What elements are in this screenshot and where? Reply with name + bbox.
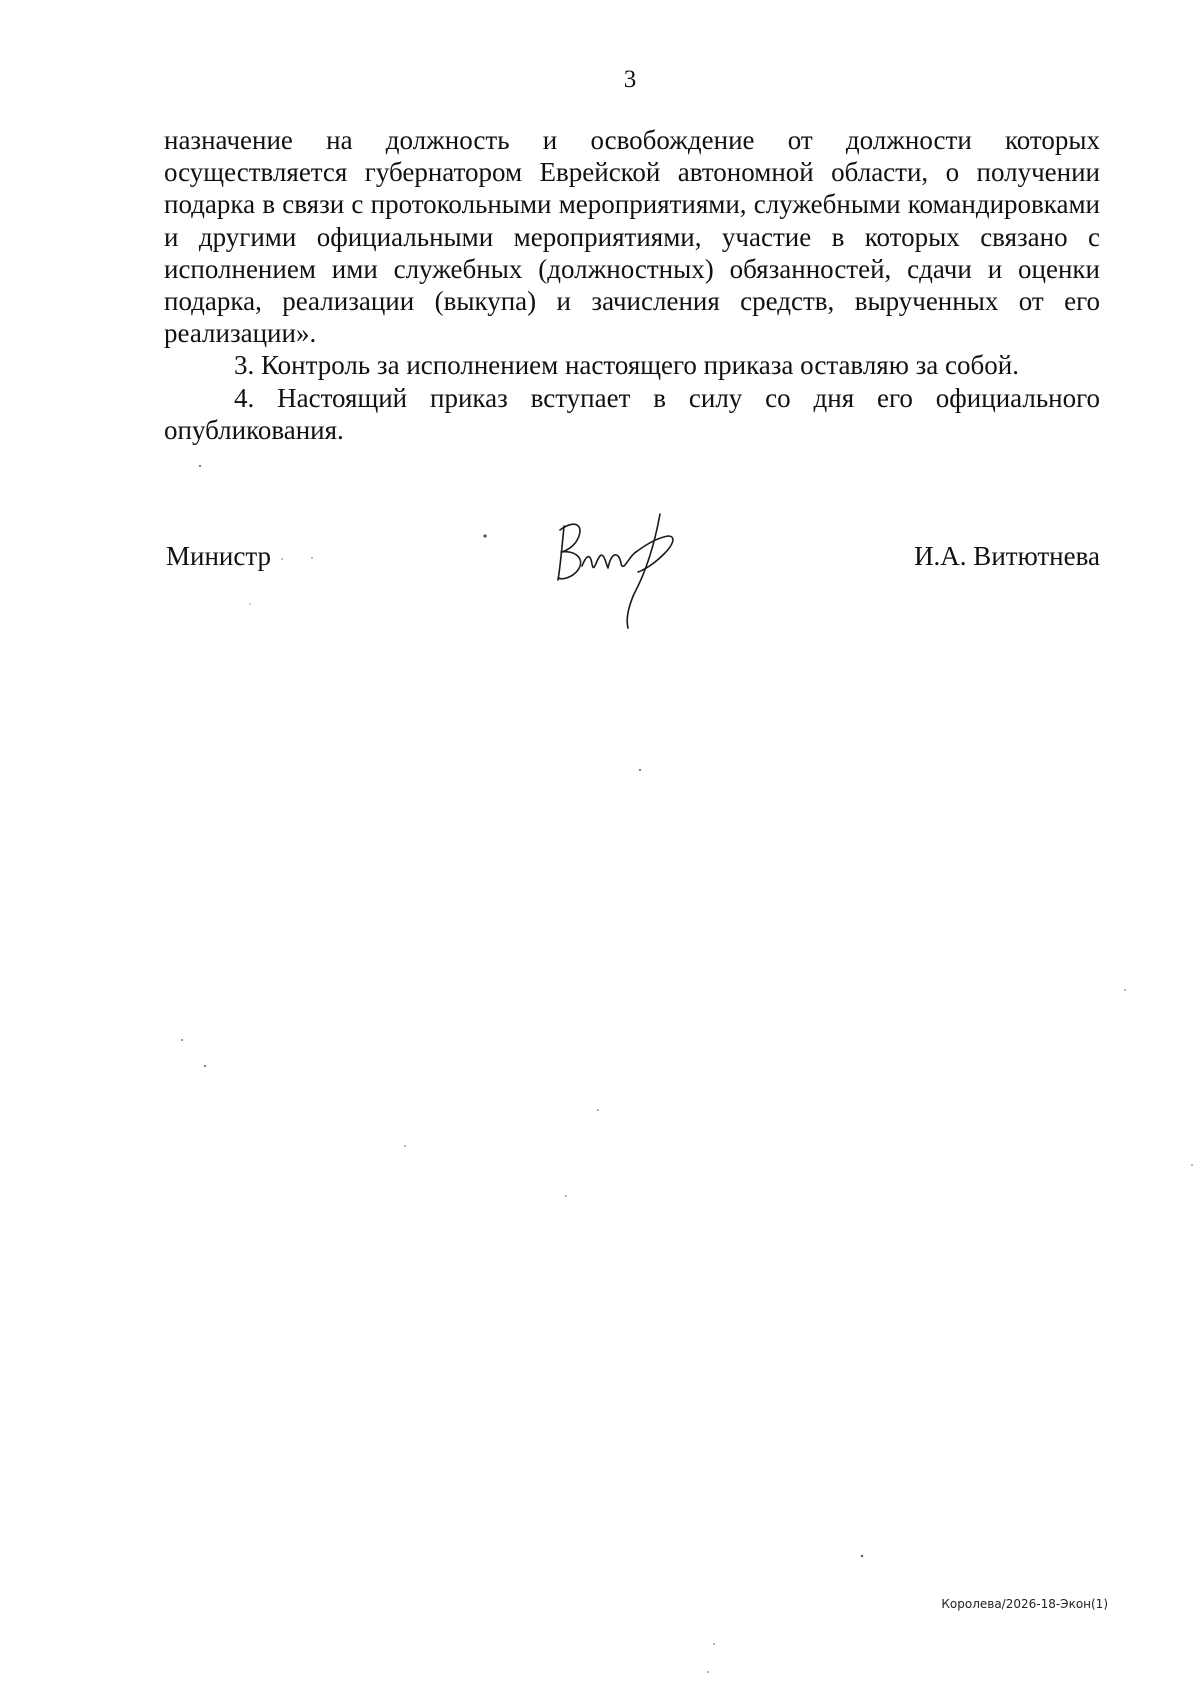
document-footer-code: Королева/2026-18-Экон(1) [941, 1597, 1108, 1611]
paragraph-item-3: 3. Контроль за исполнением настоящего приказа оставляю за собой. [234, 350, 1019, 381]
handwritten-signature [552, 508, 694, 632]
paragraph-continuation: назначение на должность и освобождение от должности которых осуществляется губернатором Еврейской автономной области, о получении подарка в связи с протокольными мероприятиями, служебными командировками и другими официальными мероприятиями, участие в которых связано с исполнением ими служебных (должностных) обязанностей, сдачи и оценки подарка, реализации (выкупа) и зачисления средств, вырученных от его реализации». [164, 125, 1100, 349]
signatory-position: Министр [166, 541, 271, 571]
document-body [164, 124, 1100, 446]
page-number: 3 [623, 66, 637, 93]
signatory-name: И.А. Витютнева [914, 541, 1100, 571]
paragraph-item-4: 4. Настоящий приказ вступает в силу со дня его официального опубликования. [164, 382, 1100, 445]
